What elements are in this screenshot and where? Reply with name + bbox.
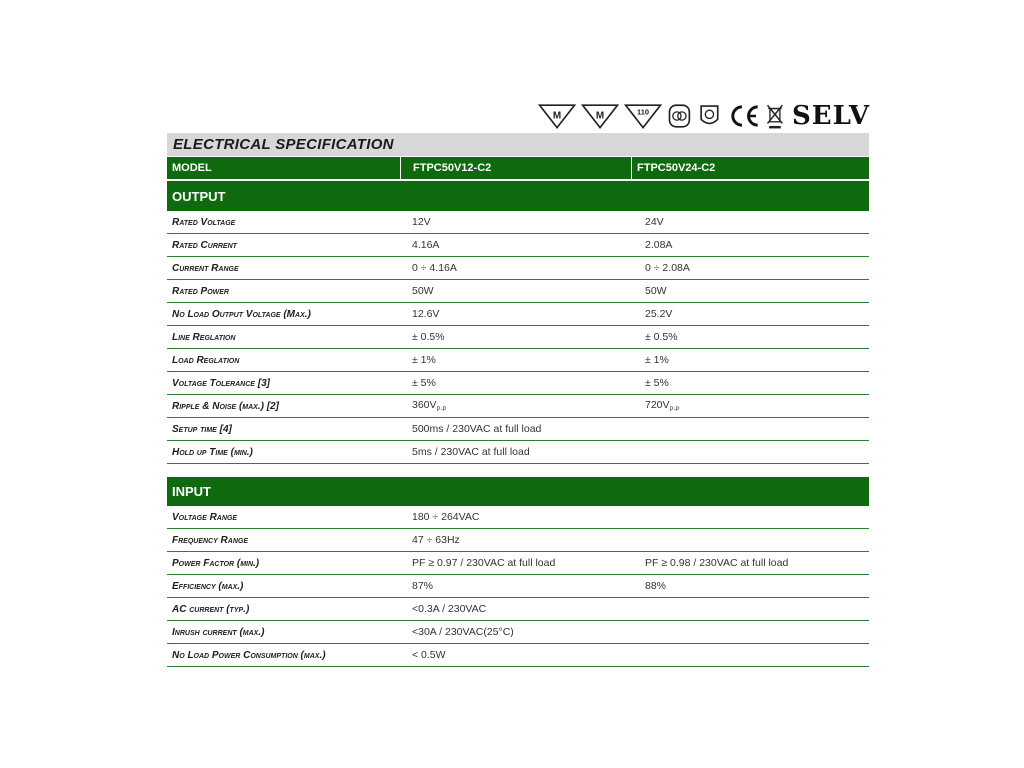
value-model-2 [645, 308, 869, 320]
110-triangle-icon [624, 100, 662, 132]
value-text: 180 ÷ 264VAC [412, 511, 480, 523]
electrical-specification-table [167, 133, 869, 667]
value-text: 4.16A [412, 239, 440, 251]
table-row [167, 621, 869, 644]
row-label: No Load Output Voltage (Max.) [172, 308, 311, 320]
row-label: Inrush current (max.) [172, 626, 265, 638]
row-label: AC current (typ.) [172, 603, 250, 615]
value-text: 24V [645, 216, 664, 228]
table-row [167, 552, 869, 575]
table-row [167, 575, 869, 598]
table-row [167, 598, 869, 621]
value-model-1 [400, 649, 645, 661]
row-label: Hold up Time (min.) [172, 446, 253, 458]
value-model-2 [645, 377, 869, 389]
value-text: ± 1% [412, 354, 436, 366]
table-row [167, 280, 869, 303]
value-model-1 [400, 580, 645, 592]
output-section-heading: OUTPUT [167, 181, 869, 211]
value-model-1 [400, 626, 645, 638]
value-text: PF ≥ 0.98 / 230VAC at full load [645, 557, 789, 569]
value-model-1 [400, 446, 645, 458]
table-row [167, 349, 869, 372]
value-model-2 [645, 216, 869, 228]
value-text: 0 ÷ 4.16A [412, 262, 457, 274]
value-model-2 [645, 331, 869, 343]
row-label: Current Range [172, 262, 239, 274]
row-label: Line Reglation [172, 331, 236, 343]
value-model-2 [645, 285, 869, 297]
value-model-1 [400, 511, 645, 523]
value-model-1 [400, 354, 645, 366]
model-label: MODEL [172, 162, 212, 174]
table-row [167, 506, 869, 529]
value-text: 87% [412, 580, 434, 592]
row-label: Frequency Range [172, 534, 249, 546]
value-text: <0.3A / 230VAC [412, 603, 487, 615]
row-label: Setup time [4] [172, 423, 232, 435]
model-name-1: FTPC50V12-C2 [400, 157, 631, 179]
value-text: < 0.5W [412, 649, 446, 661]
value-model-1 [400, 534, 645, 546]
value-model-2 [645, 239, 869, 251]
value-text: ± 1% [645, 354, 669, 366]
m-mark-label: M [596, 110, 605, 122]
table-row [167, 234, 869, 257]
row-label: Voltage Range [172, 511, 238, 523]
value-model-2 [645, 399, 869, 413]
output-rows [167, 211, 869, 464]
row-label: Load Reglation [172, 354, 240, 366]
value-text: ± 5% [645, 377, 669, 389]
value-text: 25.2V [645, 308, 673, 320]
row-label: Rated Power [172, 285, 229, 297]
value-text: <30A / 230VAC(25°C) [412, 626, 514, 638]
row-label: Rated Voltage [172, 216, 236, 228]
table-row [167, 644, 869, 667]
value-model-2 [645, 580, 869, 592]
table-row [167, 395, 869, 418]
value-subscript: P-P [669, 407, 680, 414]
value-model-1 [400, 262, 645, 274]
value-text: ± 0.5% [645, 331, 678, 343]
value-model-1 [400, 285, 645, 297]
input-section-heading: INPUT [167, 477, 869, 506]
value-text: ± 0.5% [412, 331, 445, 343]
value-model-1 [400, 239, 645, 251]
row-label: Ripple & Noise (max.) [2] [172, 400, 279, 412]
row-label: Power Factor (min.) [172, 557, 260, 569]
model-header-row [167, 156, 869, 179]
ce-mark-icon [727, 100, 760, 132]
value-model-1 [400, 399, 645, 413]
input-rows [167, 506, 869, 667]
selv-mark: SELV [792, 101, 870, 131]
row-label: No Load Power Consumption (max.) [172, 649, 326, 661]
table-row [167, 529, 869, 552]
value-text: 50W [412, 285, 434, 297]
110-mark-label: 110 [637, 107, 650, 117]
m-mark-label: M [552, 110, 562, 122]
table-row [167, 211, 869, 234]
table-row [167, 372, 869, 395]
value-model-1 [400, 423, 645, 435]
value-model-2 [645, 262, 869, 274]
value-model-1 [400, 377, 645, 389]
value-model-1 [400, 603, 645, 615]
value-text: 500ms / 230VAC at full load [412, 423, 542, 435]
table-row [167, 326, 869, 349]
table-row [167, 418, 869, 441]
row-label: Voltage Tolerance [3] [172, 377, 270, 389]
weee-bin-icon [765, 100, 785, 132]
value-text: 12.6V [412, 308, 440, 320]
row-label: Rated Current [172, 239, 237, 251]
value-text: 360V [412, 398, 437, 411]
model-name-2: FTPC50V24-C2 [631, 157, 869, 179]
row-label: Efficiency (max.) [172, 580, 244, 592]
m-triangle-icon [581, 100, 619, 132]
value-text: 47 ÷ 63Hz [412, 534, 460, 546]
value-model-1 [400, 308, 645, 320]
m-triangle-icon [538, 100, 576, 132]
table-row [167, 257, 869, 280]
certification-marks [538, 98, 870, 134]
value-model-1 [400, 216, 645, 228]
short-circuit-proof-icon [697, 100, 722, 132]
value-text: ± 5% [412, 377, 436, 389]
spec-title: ELECTRICAL SPECIFICATION [167, 133, 869, 156]
value-text: 720V [645, 398, 670, 411]
value-model-1 [400, 331, 645, 343]
table-row [167, 441, 869, 464]
table-row [167, 303, 869, 326]
value-text: 2.08A [645, 239, 673, 251]
value-text: 5ms / 230VAC at full load [412, 446, 530, 458]
value-subscript: P-P [436, 407, 447, 414]
value-model-2 [645, 557, 869, 569]
value-text: 88% [645, 580, 667, 592]
value-text: 50W [645, 285, 667, 297]
value-model-2 [645, 354, 869, 366]
value-text: 0 ÷ 2.08A [645, 262, 690, 274]
value-model-1 [400, 557, 645, 569]
class-ii-transformer-icon [667, 100, 692, 132]
value-text: PF ≥ 0.97 / 230VAC at full load [412, 557, 556, 569]
value-text: 12V [412, 216, 431, 228]
